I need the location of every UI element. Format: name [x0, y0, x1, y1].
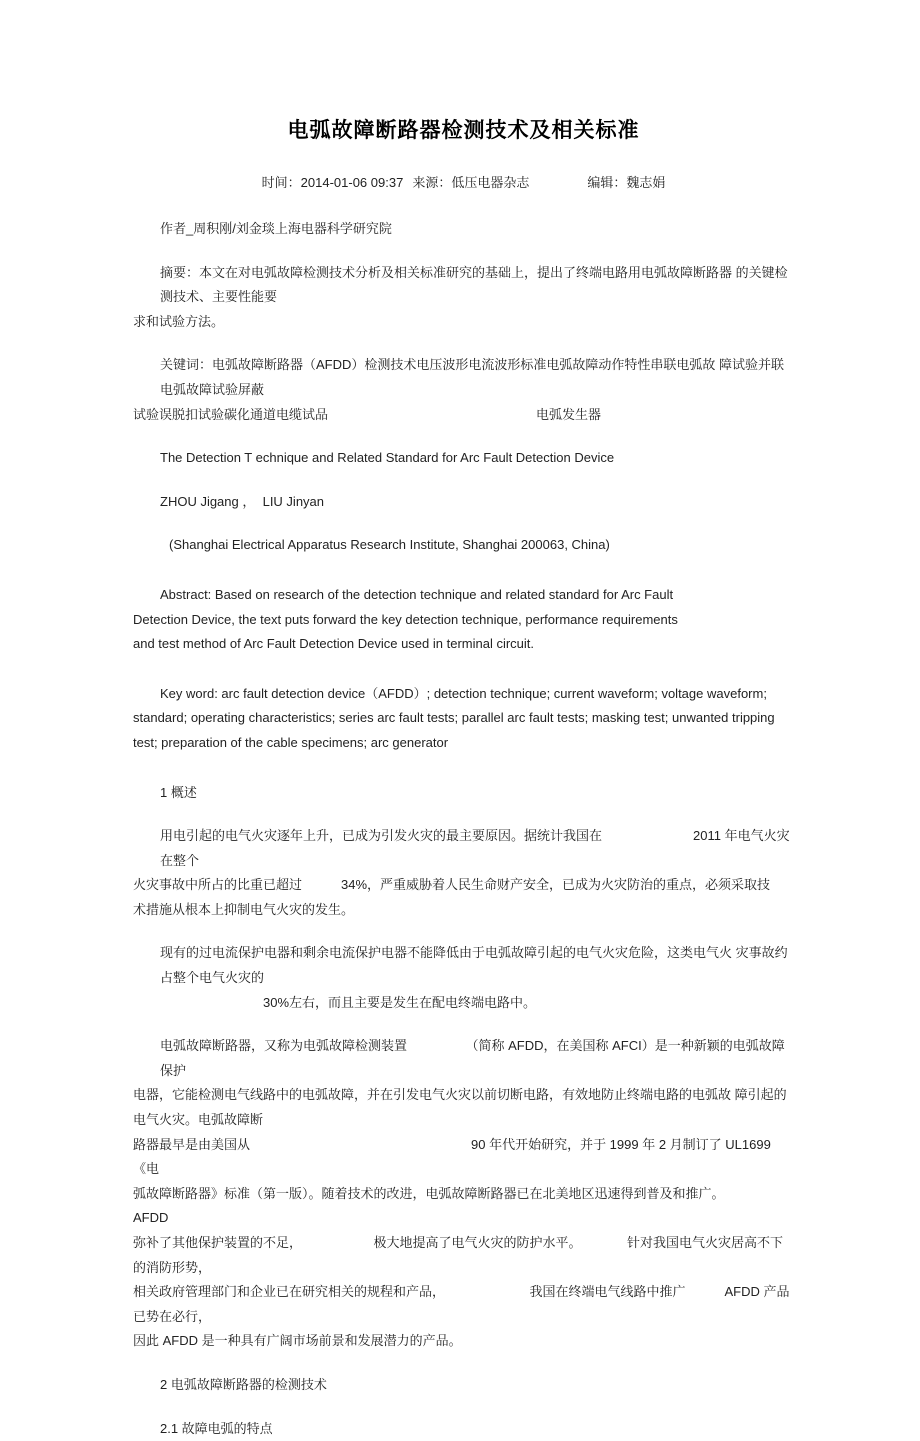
english-title-block [133, 446, 794, 471]
meta-editor: 编辑：魏志娟 [587, 175, 666, 190]
paragraph-line: 路器最早是由美国从 90 年代开始研究，并于 1999 年 2 月制订了 UL1699 《电 [133, 1136, 775, 1177]
section2-heading: 2 电弧故障断路器的检测技术 [160, 1376, 327, 1392]
paragraph1-block [133, 824, 794, 922]
author-block [133, 217, 794, 242]
affiliation-line: (Shanghai Electrical Apparatus Research Institute, Shanghai 200063, China) [169, 537, 610, 553]
keywords-en-line: standard; operating characteristics; series arc fault tests; parallel arc fault tests; masking test; unwanted tripping [133, 710, 775, 726]
english-authors-line: ZHOU Jigang ， LIU Jinyan [160, 493, 325, 509]
paragraph-line: 术措施从根本上抑制电气火灾的发生。 [133, 901, 355, 917]
paragraph-line: 电弧故障断路器，又称为电弧故障检测装置 （简称 AFDD，在美国称 AFCI）是一种新颖的电弧故障保护 [160, 1038, 785, 1078]
keywords-cn-line: 试验误脱扣试验碳化通道电缆试品 电弧发生器 [133, 406, 602, 422]
paragraph-line: 30%左右，而且主要是发生在配电终端电路中。 [263, 994, 537, 1010]
author-line: 作者_周积刚/刘金琰上海电器科学研究院 [160, 221, 392, 236]
abstract-cn-block [133, 261, 794, 335]
paragraph-line: 用电引起的电气火灾逐年上升，已成为引发火灾的最主要原因。据统计我国在 2011 年电气火灾在整个 [160, 828, 790, 868]
meta-time: 时间：2014-01-06 09:37 [261, 175, 404, 190]
abstract-cn-line: 求和试验方法。 [133, 313, 225, 329]
section1-heading-block [133, 781, 794, 806]
abstract-en-line: and test method of Arc Fault Detection Device used in terminal circuit. [133, 636, 535, 652]
section2-1-heading: 2.1 故障电弧的特点 [160, 1420, 273, 1436]
paragraph-line: 弥补了其他保护装置的不足， 极大地提高了电气火灾的防护水平。 针对我国电气火灾居高不下的消防形势， [133, 1235, 784, 1275]
section1-heading: 1 概述 [160, 784, 197, 800]
english-title-line: The Detection T echnique and Related Standard for Arc Fault Detection Device [160, 450, 615, 466]
paragraph-line: 现有的过电流保护电器和剩余电流保护电器不能降低由于电弧故障引起的电气火灾危险，这类电气火 灾事故约占整个电气火灾的 [160, 945, 788, 986]
keywords-en-block [133, 682, 794, 756]
paragraph-line: 相关政府管理部门和企业已在研究相关的规程和产品， 我国在终端电气线路中推广 AFDD 产品已势在必行， [133, 1284, 790, 1324]
paragraph-line: 弧故障断路器》标准（第一版）。随着技术的改进，电弧故障断路器已在北美地区迅速得到普及和推广。 AFDD [133, 1185, 810, 1226]
affiliation-block [133, 533, 794, 558]
abstract-en-line: Abstract: Based on research of the detection technique and related standard for Arc Fault [160, 586, 674, 602]
keywords-en-line: test; preparation of the cable specimens; arc generator [133, 734, 449, 750]
abstract-en-block [133, 583, 794, 657]
keywords-cn-line: 关键词：电弧故障断路器（AFDD）检测技术电压波形电流波形标准电弧故障动作特性串联电弧故 障试验并联电弧故障试验屏蔽 [160, 357, 785, 397]
english-authors-block [133, 490, 794, 515]
keywords-cn-block [133, 353, 794, 427]
meta-source: 来源：低压电器杂志 [412, 175, 530, 190]
keywords-en-line: Key word: arc fault detection device（AFDD）; detection technique; current waveform; voltage waveform; [160, 685, 767, 701]
section2-heading-block [133, 1373, 794, 1398]
paragraph-line: 电器，它能检测电气线路中的电弧故障，并在引发电气火灾以前切断电路，有效地防止终端电路的电弧故 障引起的电气火灾。电弧故障断 [133, 1087, 787, 1128]
paragraph-line: 火灾事故中所占的比重已超过 34%，严重威胁着人民生命财产安全，已成为火灾防治的重点，必须采取技 [133, 877, 771, 893]
page-title: 电弧故障断路器检测技术及相关标准 [287, 119, 640, 142]
paragraph2-block [133, 941, 794, 1015]
meta-line [133, 170, 794, 195]
paragraph-line: 因此 AFDD 是一种具有广阔市场前景和发展潜力的产品。 [133, 1333, 462, 1349]
abstract-en-line: Detection Device, the text puts forward the key detection technique, performance requirements [133, 611, 678, 627]
paragraph3-block [133, 1034, 810, 1354]
abstract-cn-line: 摘要：本文在对电弧故障检测技术分析及相关标准研究的基础上，提出了终端电路用电弧故障断路器 的关键检测技术、主要性能要 [160, 264, 788, 305]
section2-1-heading-block [133, 1417, 794, 1441]
